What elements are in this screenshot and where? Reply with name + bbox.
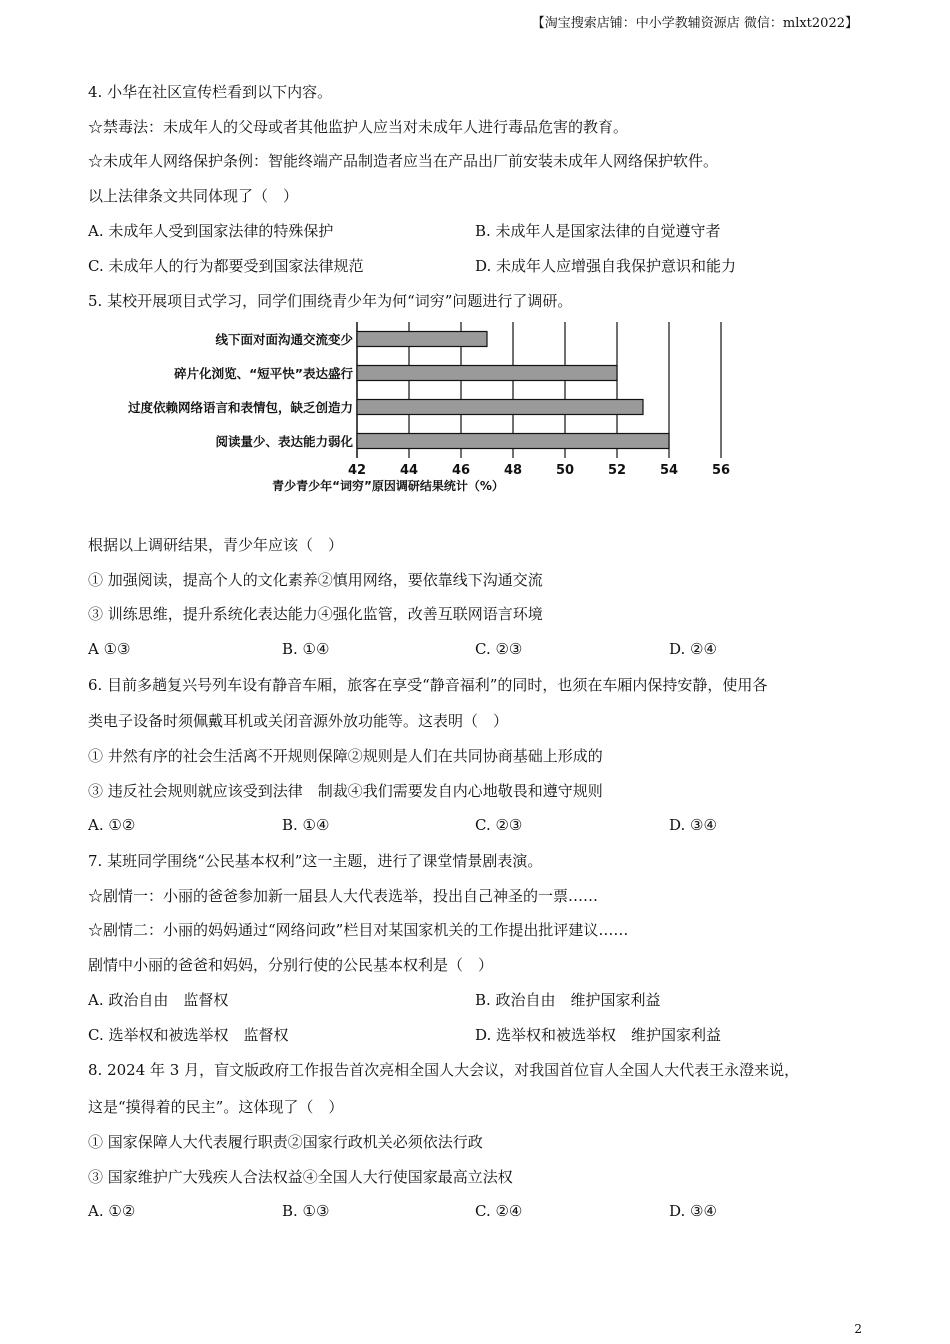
q6-stem-line-1: 6. 目前多趟复兴号列车设有静音车厢，旅客在享受“静音福利”的同时，也须在车厢内保持安静，使用各 [88,676,768,694]
q7-stem: 7. 某班同学围绕“公民基本权利”这一主题，进行了课堂情景剧表演。 [88,852,543,870]
q6-option-a[interactable]: A. ①② [88,816,136,834]
q8-option-d[interactable]: D. ③④ [669,1202,717,1220]
q4-option-d[interactable]: D. 未成年人应增强自我保护意识和能力 [475,257,737,275]
chart-tick-labels [348,463,730,478]
q7-option-d[interactable]: D. 选举权和被选举权 维护国家利益 [475,1026,722,1044]
q5-statement-2: ③ 训练思维，提升系统化表达能力④强化监管，改善互联网语言环境 [88,605,543,623]
category-label: 线下面对面沟通交流变少 [215,332,353,347]
q6-stem-line-2: 类电子设备时须佩戴耳机或关闭音源外放功能等。这表明（ ） [88,712,509,730]
q8-option-a[interactable]: A. ①② [88,1202,136,1220]
q8-option-c[interactable]: C. ②④ [475,1202,523,1220]
q6-statement-1: ① 井然有序的社会生活离不开规则保障②规则是人们在共同协商基础上形成的 [88,747,603,765]
x-tick-label: 54 [659,463,679,478]
chart-x-axis-label: 青少青少年“词穷”原因调研结果统计（%） [272,479,504,493]
q6-option-c[interactable]: C. ②③ [475,816,523,834]
x-tick-label: 48 [503,463,523,478]
q7-option-b[interactable]: B. 政治自由 维护国家利益 [475,991,661,1009]
q7-question: 剧情中小丽的爸爸和妈妈，分别行使的公民基本权利是（ ） [88,956,494,974]
q4-option-c[interactable]: C. 未成年人的行为都要受到国家法律规范 [88,257,364,275]
q5-option-a[interactable]: A ①③ [88,640,131,658]
q4-question: 以上法律条文共同体现了（ ） [88,187,299,205]
x-tick-label: 52 [607,463,627,478]
q5-question: 根据以上调研结果，青少年应该（ ） [88,536,344,554]
q8-statement-1: ① 国家保障人大代表履行职责②国家行政机关必须依法行政 [88,1133,483,1151]
q4-item-2: ☆未成年人网络保护条例：智能终端产品制造者应当在产品出厂前安装未成年人网络保护软件。 [88,152,719,170]
category-label: 碎片化浏览、“短平快”表达盛行 [174,366,353,381]
bar [357,332,487,347]
q4-stem: 4. 小华在社区宣传栏看到以下内容。 [88,83,333,101]
q4-item-1: ☆禁毒法：未成年人的父母或者其他监护人应当对未成年人进行毒品危害的教育。 [88,118,629,136]
q8-stem-line-2: 这是“摸得着的民主”。这体现了（ ） [88,1098,344,1116]
q4-option-a[interactable]: A. 未成年人受到国家法律的特殊保护 [88,222,334,240]
q5-statement-1: ① 加强阅读，提高个人的文化素养②慎用网络，要依靠线下沟通交流 [88,571,543,589]
q7-item-1: ☆剧情一：小丽的爸爸参加新一届县人大代表选举，投出自己神圣的一票…… [88,887,599,905]
q8-option-b[interactable]: B. ①③ [282,1202,330,1220]
q6-statement-2: ③ 违反社会规则就应该受到法律 制裁④我们需要发自内心地敬畏和遵守规则 [88,782,603,800]
category-label: 过度依赖网络语言和表情包，缺乏创造力 [127,400,353,415]
x-tick-label: 42 [347,463,367,478]
q7-option-a[interactable]: A. 政治自由 监督权 [88,991,229,1009]
q5-option-d[interactable]: D. ②④ [669,640,717,658]
bar [357,400,643,415]
q7-option-c[interactable]: C. 选举权和被选举权 监督权 [88,1026,289,1044]
q5-stem: 5. 某校开展项目式学习，同学们围绕青少年为何“词穷”问题进行了调研。 [88,292,573,310]
q7-item-2: ☆剧情二：小丽的妈妈通过“网络问政”栏目对某国家机关的工作提出批评建议…… [88,921,629,939]
q4-option-b[interactable]: B. 未成年人是国家法律的自觉遵守者 [475,222,721,240]
q8-statement-2: ③ 国家维护广大残疾人合法权益④全国人大行使国家最高立法权 [88,1168,513,1186]
x-tick-label: 50 [555,463,575,478]
x-tick-label: 56 [711,463,731,478]
q6-option-d[interactable]: D. ③④ [669,816,717,834]
q6-option-b[interactable]: B. ①④ [282,816,330,834]
bar [357,434,669,449]
x-tick-label: 46 [451,463,471,478]
page-number: 2 [854,1322,862,1336]
page-header: 【淘宝搜索店铺：中小学教辅资源店 微信：mlxt2022】 [531,16,858,31]
survey-bar-chart [88,318,768,500]
q5-option-c[interactable]: C. ②③ [475,640,523,658]
x-tick-label: 44 [399,463,419,478]
bar [357,366,617,381]
q5-option-b[interactable]: B. ①④ [282,640,330,658]
category-label: 阅读量少、表达能力弱化 [215,434,353,449]
q8-stem-line-1: 8. 2024 年 3 月，盲文版政府工作报告首次亮相全国人大会议，对我国首位盲人全国人大代表王永澄来说， [88,1061,800,1079]
chart-category-labels [128,332,354,449]
